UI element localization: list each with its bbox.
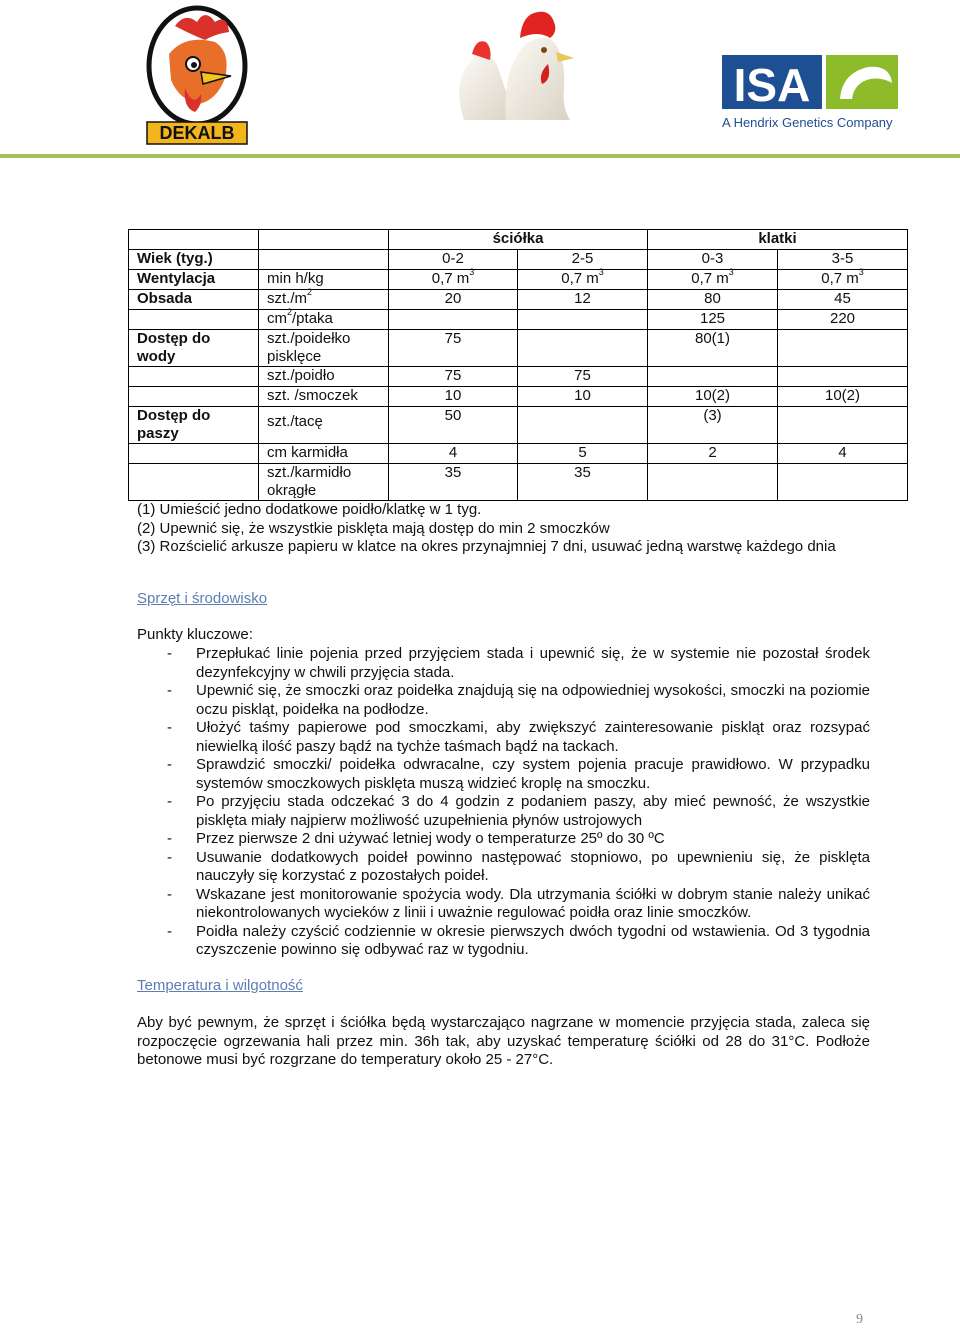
cell: 2-5 [518,250,648,270]
row-unit: $cm^2$/ptaka [259,310,389,330]
row-label: Wentylacja [129,270,259,290]
row-unit: szt./poidełko pisklęce [259,330,389,367]
row-label: Obsada [129,290,259,310]
table-footnotes [137,501,870,557]
cell: 12 [518,290,648,310]
cell: 80(1) [648,330,778,367]
cell: 20 [389,290,518,310]
cell: 10(2) [648,387,778,407]
row-unit: szt./karmidło okrągłe [259,464,389,501]
table-row [129,464,908,501]
table-row [129,367,908,387]
cell [778,464,908,501]
page-number: 9 [856,1312,863,1327]
list-item: - Poidła należy czyścić codziennie w okresie pierwszych dwóch tygodni od wstawienia. Od 3 tygodnia czyszczenie powinno się odbywać raz w tygodniu. [137,923,870,960]
svg-text:ISA: ISA [733,59,811,111]
row-label [129,310,259,330]
cell: (3) [648,407,778,444]
cell: 75 [518,367,648,387]
table-row [129,310,908,330]
row-unit: cm karmidła [259,444,389,464]
cell [518,407,648,444]
cell: 0-3 [648,250,778,270]
row-label [129,367,259,387]
dekalb-logo [145,4,249,146]
table-row [129,330,908,367]
table-row [129,444,908,464]
row-label: Dostęp do wody [129,330,259,367]
cell: 0,7 $m^3$ [648,270,778,290]
cell: 10 [389,387,518,407]
cell [648,464,778,501]
table-row [129,250,908,270]
row-label [129,464,259,501]
cell: 5 [518,444,648,464]
cell [648,367,778,387]
cell: 220 [778,310,908,330]
cell: 80 [648,290,778,310]
row-unit: szt. /smoczek [259,387,389,407]
cell: 45 [778,290,908,310]
cell: 2 [648,444,778,464]
cell: 10(2) [778,387,908,407]
table-row [129,290,908,310]
cell: 10 [518,387,648,407]
list-item: - Sprawdzić smoczki/ poidełka odwracalne, czy system pojenia pracuje prawidłowo. W przypadku systemów smoczkowych pisklęta muszą widzieć kroplę na smoczku. [137,756,870,793]
rearing-conditions-table [128,229,908,501]
row-unit: min h/kg [259,270,389,290]
list-item: - Przepłukać linie pojenia przed przyjęciem stada i upewnić się, że w systemie nie pozostał środek dezynfekcyjny w chwili przyjęcia stada. [137,645,870,682]
row-label [129,387,259,407]
cell: 0,7 $m^3$ [389,270,518,290]
row-label: Wiek (tyg.) [129,250,259,270]
svg-text:A Hendrix Genetics Company: A Hendrix Genetics Company [722,115,893,130]
cell [778,330,908,367]
footnote: (1) Umieścić jedno dodatkowe poidło/klatkę w 1 tyg. [137,501,482,518]
svg-text:DEKALB: DEKALB [159,123,235,143]
group-header-litter: ściółka [389,230,648,250]
row-unit: szt./poidło [259,367,389,387]
row-label [129,444,259,464]
temperature-paragraph: Aby być pewnym, że sprzęt i ściółka będą wystarczająco nagrzane w momencie przyjęcia stada, zaleca się rozpoczęcie ogrzewania hali przez min. 36h tak, aby uzyskać temperaturę ściółki od 28 do 31°C. Podłoże betonowe musi być rozgrzane do temperatury około 25 - 27°C. [137,1014,870,1068]
table-row [129,270,908,290]
header-rule [0,154,960,158]
row-unit: szt./tacę [259,407,389,444]
section-link-equipment[interactable]: Sprzęt i środowisko [137,590,268,607]
cell: 75 [389,367,518,387]
footnote: (2) Upewnić się, że wszystkie pisklęta mają dostęp do min 2 smoczków [137,519,610,537]
cell [778,367,908,387]
rooster-photo [446,8,580,120]
cell: 4 [389,444,518,464]
row-label: Dostęp do paszy [129,407,259,444]
list-item: - Usuwanie dodatkowych poideł powinno następować stopniowo, po upewnieniu się, że pisklęta nauczyły się korzystać z pozostałych poideł. [137,849,870,886]
footnote: (3) Rozścielić arkusze papieru w klatce na okres przynajmniej 7 dni, usuwać jedną warstwę każdego dnia [137,538,836,555]
cell: 35 [518,464,648,501]
row-unit [259,250,389,270]
key-points-title: Punkty kluczowe: [137,626,253,643]
list-item: - Po przyjęciu stada odczekać 3 do 4 godzin z podaniem paszy, aby mieć pewność, że wszystkie pisklęta miały najpierw możliwość uzupełnienia płynów ustrojowych [137,793,870,830]
cell: 50 [389,407,518,444]
cell [518,330,648,367]
page-header [0,0,960,162]
list-item: - Przez pierwsze 2 dni używać letniej wody o temperaturze 25º do 30 ºC [137,830,870,849]
cell: 4 [778,444,908,464]
cell: 125 [648,310,778,330]
table-header-row [129,230,908,250]
group-header-cages: klatki [648,230,908,250]
list-item: - Ułożyć taśmy papierowe pod smoczkami, aby zwiększyć zainteresowanie piskląt oraz rozsypać niewielką ilość paszy bądź na tychże taśmach bądź na tackach. [137,719,870,756]
cell [389,310,518,330]
cell: 0,7 $m^3$ [518,270,648,290]
list-item: - Wskazane jest monitorowanie spożycia wody. Dla utrzymania ściółki w dobrym stanie należy unikać niekontrolowanych wycieków z linii i uważnie regulować poidła oraz linie smoczków. [137,886,870,923]
cell [778,407,908,444]
cell: 0,7 $m^3$ [778,270,908,290]
cell: 3-5 [778,250,908,270]
cell: 35 [389,464,518,501]
cell: 75 [389,330,518,367]
cell: 0-2 [389,250,518,270]
isa-logo [722,53,900,133]
key-points-list [137,645,870,960]
table-row [129,407,908,444]
list-item: - Upewnić się, że smoczki oraz poidełka znajdują się na odpowiedniej wysokości, smoczki na poziomie oczu piskląt, poidełka na podłodze. [137,682,870,719]
row-unit: $szt./m^2$ [259,290,389,310]
table-row [129,387,908,407]
cell [518,310,648,330]
section-link-temperature[interactable]: Temperatura i wilgotność [137,977,303,994]
